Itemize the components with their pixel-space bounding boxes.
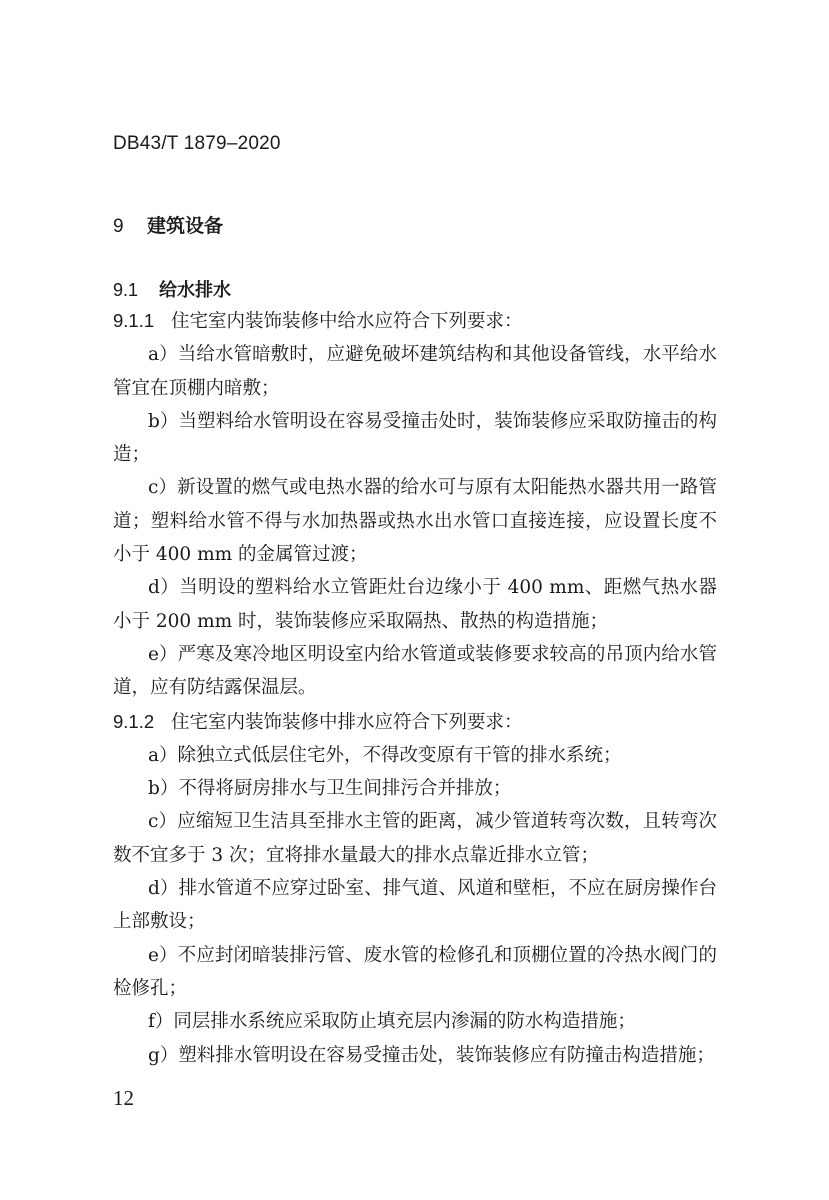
section-title: 给水排水 (159, 280, 231, 301)
list-item: c）应缩短卫生洁具至排水主管的距离，减少管道转弯次数，且转弯次数不宜多于 3 次；宜将排水量最大的排水点靠近排水立管； (113, 811, 717, 866)
clause-title: 住宅室内装饰装修中给水应符合下列要求： (171, 311, 523, 332)
chapter-number: 9 (113, 216, 124, 237)
list-item: a）当给水管暗敷时，应避免破坏建筑结构和其他设备管线，水平给水管宜在顶棚内暗敷； (113, 344, 717, 399)
clause-heading (113, 705, 717, 739)
list-item: d）当明设的塑料给水立管距灶台边缘小于 400 mm、距燃气热水器小于 200 mm 时，装饰装修应采取隔热、散热的构造措施； (113, 577, 717, 632)
clause-heading (113, 304, 717, 338)
list-item: c）新设置的燃气或电热水器的给水可与原有太阳能热水器共用一路管道；塑料给水管不得与水加热器或热水出水管口直接连接，应设置长度不小于 400 mm 的金属管过渡； (113, 477, 717, 566)
list-item: e）严寒及寒冷地区明设室内给水管道或装修要求较高的吊顶内给水管道，应有防结露保温层。 (113, 643, 717, 699)
section-heading (113, 276, 231, 302)
chapter-title: 建筑设备 (147, 215, 224, 237)
clause-number: 9.1.2 (113, 710, 155, 732)
list-item: g）塑料排水管明设在容易受撞击处，装饰装修应有防撞击构造措施； (148, 1044, 715, 1066)
list-item: d）排水管道不应穿过卧室、排气道、风道和壁柜，不应在厨房操作台上部敷设； (113, 878, 717, 933)
page-number: 12 (113, 1086, 134, 1110)
list-item: e）不应封闭暗装排污管、废水管的检修孔和顶棚位置的冷热水阀门的检修孔； (113, 944, 717, 999)
list-item: f）同层排水系统应采取防止填充层内渗漏的防水构造措施； (148, 1011, 636, 1033)
list-item: b）当塑料给水管明设在容易受撞击处时，装饰装修应采取防撞击的构造； (113, 410, 717, 466)
clause-number: 9.1.1 (113, 310, 155, 331)
list-item: a）除独立式低层住宅外，不得改变原有干管的排水系统； (148, 744, 622, 766)
chapter-heading (113, 211, 223, 238)
body-text (113, 304, 717, 1072)
document-code: DB43/T 1879–2020 (113, 133, 281, 154)
section-number: 9.1 (113, 280, 139, 300)
clause-title: 住宅室内装饰装修中排水应符合下列要求： (171, 711, 523, 733)
list-item: b）不得将厨房排水与卫生间排污合并排放； (148, 778, 512, 800)
